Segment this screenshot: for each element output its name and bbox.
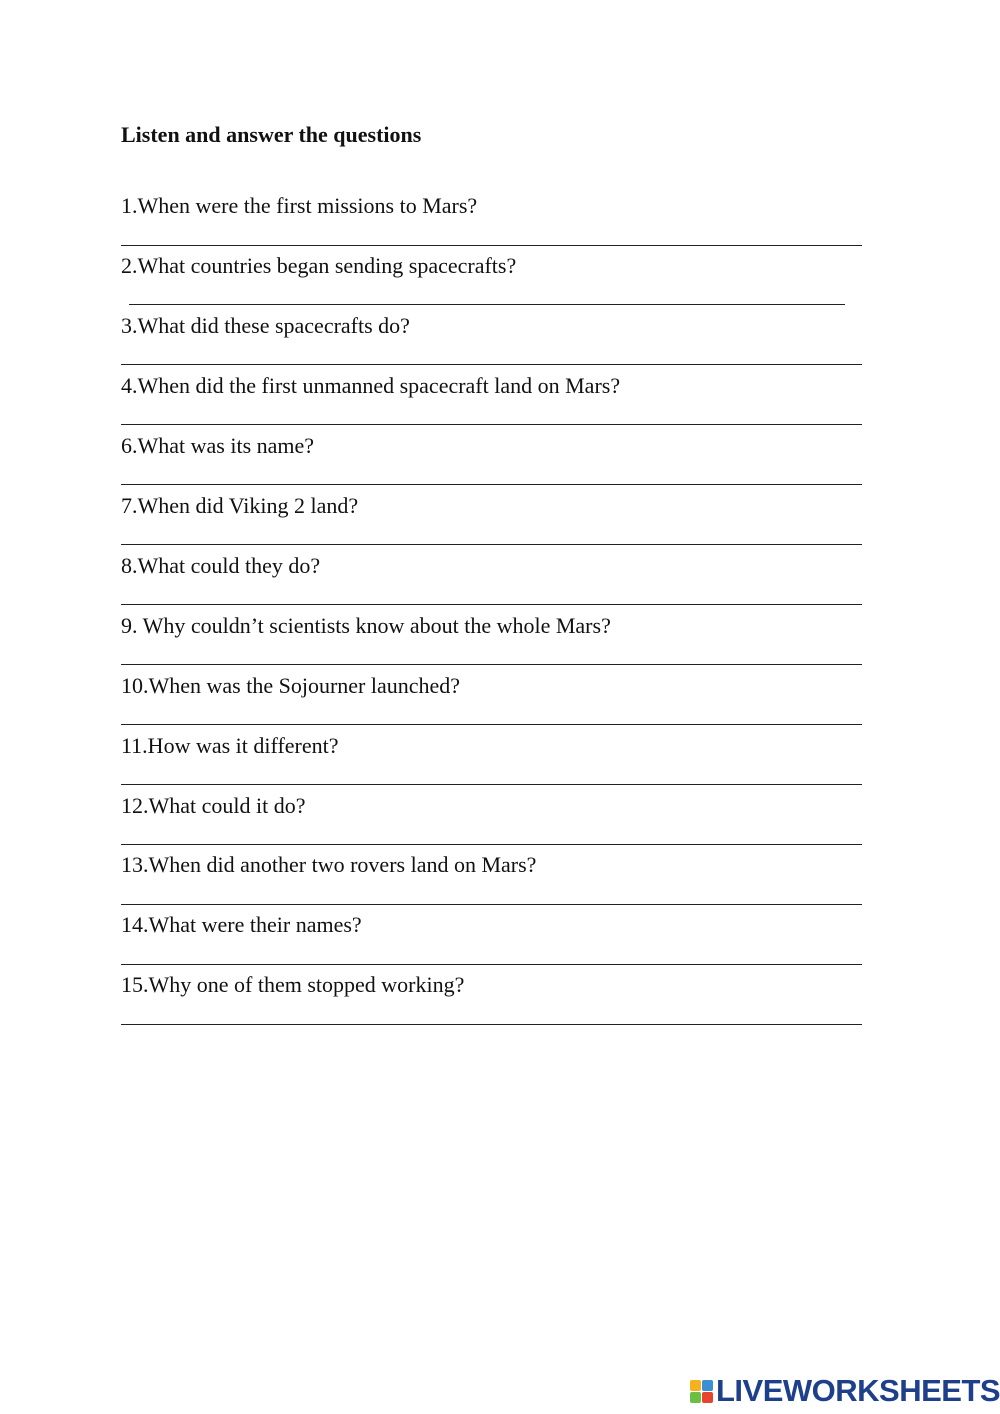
logo-text: LIVEWORKSHEETS bbox=[716, 1373, 1000, 1408]
question-8: 8.What could they do? bbox=[121, 553, 321, 578]
answer-line-15[interactable] bbox=[121, 1024, 862, 1025]
page-title: Listen and answer the questions bbox=[121, 122, 422, 147]
answer-line-9[interactable] bbox=[121, 664, 862, 665]
answer-line-2[interactable] bbox=[129, 304, 845, 305]
answer-line-4[interactable] bbox=[121, 424, 862, 425]
answer-line-7[interactable] bbox=[121, 544, 862, 545]
answer-line-6[interactable] bbox=[121, 484, 862, 485]
question-1: 1.When were the first missions to Mars? bbox=[121, 193, 478, 218]
liveworksheets-logo bbox=[690, 1373, 1000, 1409]
question-11: 11.How was it different? bbox=[121, 733, 339, 758]
question-15: 15.Why one of them stopped working? bbox=[121, 972, 465, 997]
question-3: 3.What did these spacecrafts do? bbox=[121, 313, 410, 338]
answer-line-12[interactable] bbox=[121, 844, 862, 845]
answer-line-8[interactable] bbox=[121, 604, 862, 605]
answer-line-10[interactable] bbox=[121, 724, 862, 725]
question-7: 7.When did Viking 2 land? bbox=[121, 493, 359, 518]
question-13: 13.When did another two rovers land on Mars? bbox=[121, 852, 537, 877]
answer-line-11[interactable] bbox=[121, 784, 862, 785]
answer-line-3[interactable] bbox=[121, 364, 862, 365]
answer-line-13[interactable] bbox=[121, 904, 862, 905]
answer-line-1[interactable] bbox=[121, 245, 862, 246]
question-10: 10.When was the Sojourner launched? bbox=[121, 673, 461, 698]
question-4: 4.When did the first unmanned spacecraft land on Mars? bbox=[121, 373, 621, 398]
question-12: 12.What could it do? bbox=[121, 793, 306, 818]
question-9: 9. Why couldn’t scientists know about the whole Mars? bbox=[121, 613, 611, 638]
question-14: 14.What were their names? bbox=[121, 912, 362, 937]
answer-line-14[interactable] bbox=[121, 964, 862, 965]
question-2: 2.What countries began sending spacecrafts? bbox=[121, 253, 517, 278]
liveworksheets-logo-icon bbox=[690, 1380, 713, 1403]
question-6: 6.What was its name? bbox=[121, 433, 315, 458]
